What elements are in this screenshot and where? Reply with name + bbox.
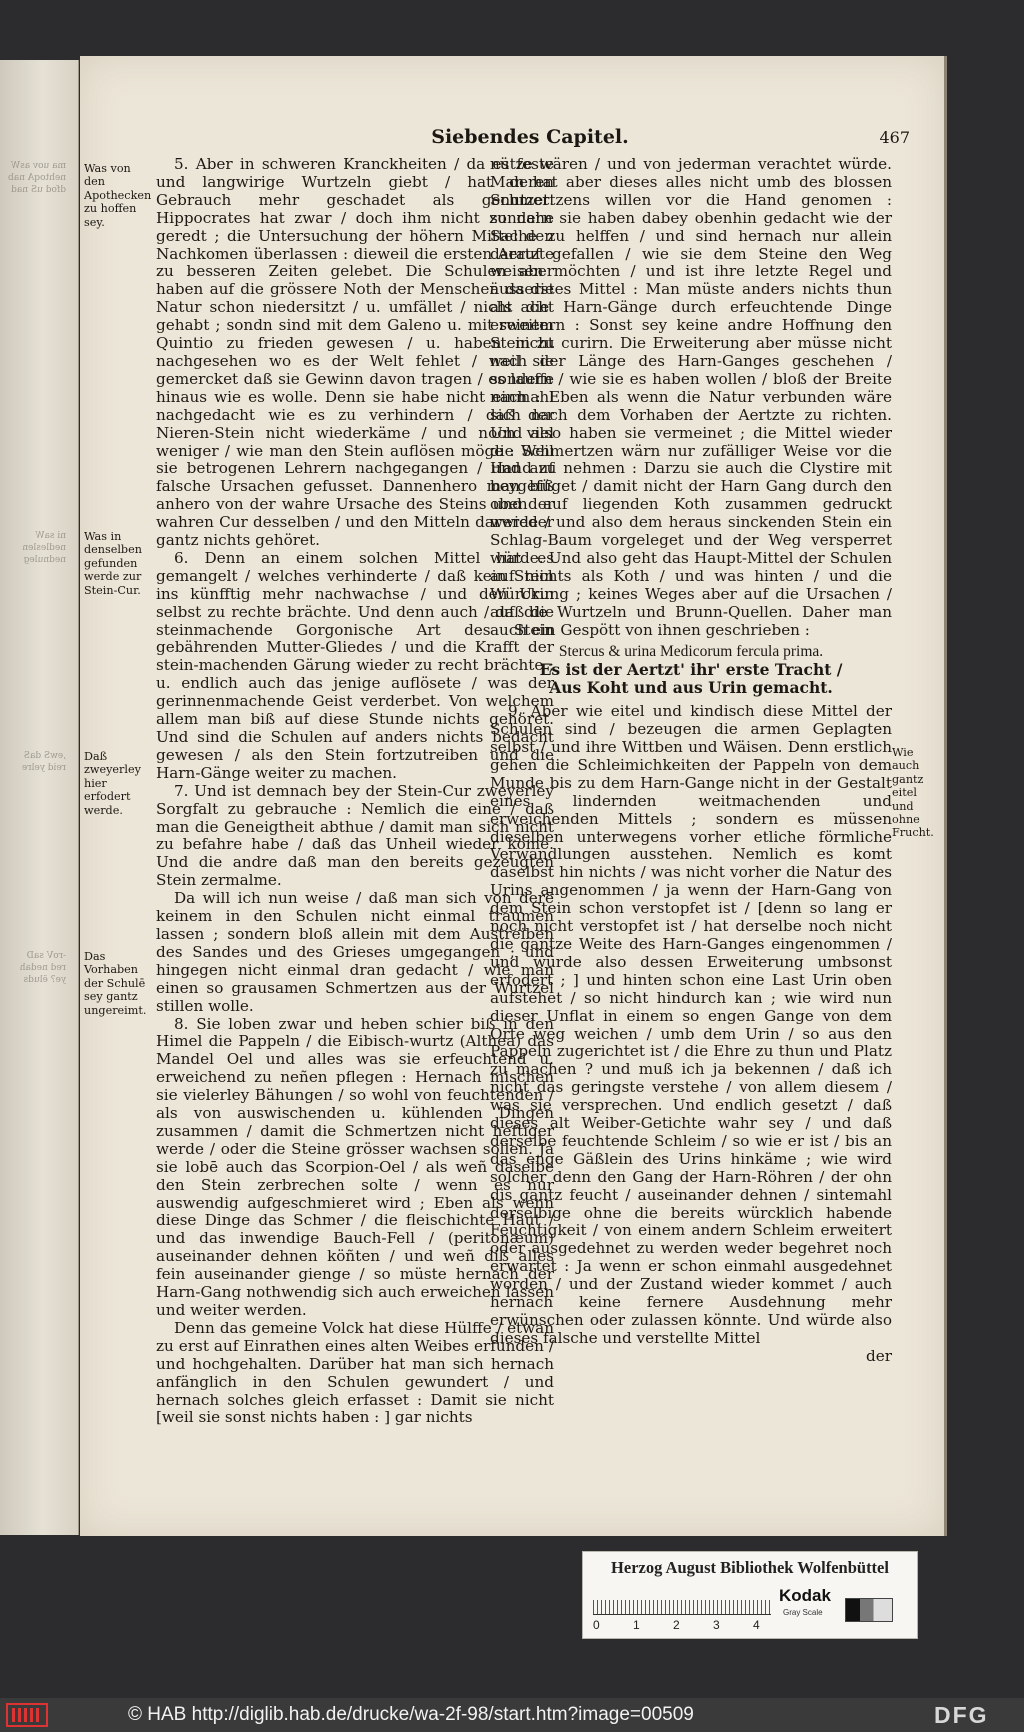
dfg-logo: DFG — [934, 1702, 989, 1728]
margin-note: Daß zweyerley hier erfodert werde. — [84, 750, 141, 817]
german-verse-line-1: Es ist der Aertzt' ihr' erste Tracht / — [539, 660, 843, 680]
right-text-column — [490, 156, 892, 1366]
catchword: der — [866, 1346, 892, 1365]
paragraph-5: 5. Aber in schweren Kranckheiten / da es feste und langwirige Wurtzeln giebt / hat deren Gebrauch mehr geschadet als genutzet. Hippocrates hat zwar / doch ihm nicht zu nahe geredt ; die Untersuchung der höhern Mittel den Nachkomen überlassen : dieweil die ersten Aertzte zu besseren Zeiten gelebet. Die Schulen aber haben auf die grössere Noth der Menschen da die Natur schon niedersitzt / u. umfället / nicht acht gehabt ; sondn sind mit dem Galeno u. mit seinem Quintio zu frieden gewesen / u. haben nicht nachgesehen wo es der Welt fehlet / weil sie gemercket daß sie Gewinn davon tragen / es lauffe hinaus wie es wolle. Denn sie habe nicht einmahl nachgedacht wie es zu verhindern / daß der Nieren-Stein nicht wiederkäme / und noch viel weniger / wie man den Stein auflösen möge : Weil sie betrogenen Lehrern nachgegangen / und auf falsche Ursachen gefusset. Dannenhero man biß anhero von der wahre Ursache des Steins und der wahren Cur desselben / und den Mitteln darwieder gantz nichts gehöret. — [156, 155, 554, 550]
margin-note: Was in denselben gefunden werde zur Stein-Cur. — [84, 530, 142, 597]
gray-swatch — [845, 1598, 893, 1622]
latin-verse: Stercus & urina Medicorum fercula prima. — [558, 643, 824, 661]
ruler-number: 3 — [713, 1618, 720, 1632]
margin-note: Was von den Apothecken zu hoffen sey. — [84, 162, 152, 229]
paragraph-8b: Denn das gemeine Volck hat diese Hülffe / etwan zu erst auf Einrathen eines alten Weibes erfunden / und hochgehalten. Darüber hat man sich hernach anfänglich in den Schulen gewundert / und hernach solches gleich erfasset : Damit sie nicht [weil sie sonst nichts haben : ] gar nichts — [156, 1318, 554, 1427]
paragraph-8: 8. Sie loben zwar und heben schier biß in den Himel die Pappeln / die Eibisch-wurtz (Althea) das Mandel Oel und alles was sie erfeuchtend u. erweichend zu neñen pflegen : Hernach mischen sie vielerley Bähungen / so wohl von feuchtenden / als von auswischenden u. kühlenden Dingen zusammen / damit die Schmertzen nicht heftiger werde / oder die Steine grösser wachsen sollen. Ja sie lobē auch das Scorpion-Oel / als weñ daselbe den Stein zerbrechen solte / wenn es nur auswendig aufgeschmieret wird ; Eben als wenn diese Dinge das Schmer / die fleischichte Haut / und das inwendige Bauch-Fell / (peritonæum) auseinander dehnen köñten / und weñ diß alles fein auseinander gienge / so müste hernach der Harn-Gang nothwendig sich auch erweichen lassen und weiter werden. — [156, 1014, 554, 1319]
bleed-through-text: -roV saD red nedah ye? ëluds — [19, 951, 66, 985]
page-number: 467 — [879, 128, 910, 147]
copyright-link[interactable]: © HAB http://diglib.hab.de/drucke/wa-2f-98/start.htm?image=00509 — [128, 1704, 694, 1725]
bleed-through-text: ,ewS daS reid yelre — [21, 751, 66, 773]
margin-note: Das Vorhaben der Schulē sey gantz ungereimt. — [84, 950, 147, 1017]
ruler-number: 4 — [753, 1618, 760, 1632]
bleed-through-text: ma uov asW nehtoqA nab dfod uS nad — [8, 161, 66, 195]
scale-ruler — [593, 1588, 771, 1615]
hab-logo-icon — [6, 1702, 48, 1728]
kodak-logo: Kodak — [779, 1586, 831, 1605]
gray-scale-label: Gray Scale — [783, 1608, 823, 1617]
paragraph-continued: nütze wären / und von jederman verachtet würde. Man hat aber dieses alles nicht umb des blossen Schmertzens willen vor die Hand genomen : sondern sie haben dabey obenhin gedacht wie der Sache zu helffen / und sind hernach nur allein darauf gefallen / wie sie dem Steine den Weg weisen möchten / und ist ihre letzte Regel und äusserstes Mittel : Man müste anders nichts thun als die Harn-Gänge durch erfeuchtende Dinge erweitern : Sonst sey keine andre Hoffnung den Stein zu curirn. Die Erweiterung aber müsse nicht nach der Länge des Harn-Ganges geschehen / sondern / wie sie es haben wollen / bloß der Breite nach : Eben als wenn die Natur verbunden wäre sich nach dem Vorhaben der Aertzte zu richten. Und also haben sie vermeinet ; die Mittel wieder die Schmertzen wärn nur zufälliger Weise vor die Hand zu nehmen : Darzu sie auch die Clystire mit beygefüget / damit nicht der Harn Gang durch den oben auf liegenden Koth zusammen gedruckt werde / und also dem heraus sinckenden Stein ein Schlag-Baum vorgeleget und der Weg versperret würde. Und also geht das Haupt-Mittel der Schulen auf nichts als Koth / und was hinten / und die Würckung ; keines Weges aber auf die Ursachen / auf die Wurtzeln und Brunn-Quellen. Daher man auch ein Gespött von ihnen geschrieben : — [490, 155, 892, 639]
verse-block — [490, 643, 892, 697]
paragraph-7b: Da will ich nun weise / daß man sich von derē keinem in den Schulen nicht einmal traumen lassen ; sondern bloß allein mit dem Austreiben des Sandes und des Grieses umgegangen ; und hingegen nicht einmal dran gedacht / wie man einen so grausamen Schmertzen aus der Wurtzel stillen wolle. — [156, 889, 554, 1015]
bleed-through-text: ni saW nedleslen nednuleg — [22, 531, 66, 565]
ruler-number: 0 — [593, 1618, 600, 1632]
ruler-number: 2 — [673, 1618, 680, 1632]
ruler-number: 1 — [633, 1618, 640, 1632]
adjacent-page-edge — [0, 60, 79, 1535]
paragraph-9: 9. Aber wie eitel und kindisch diese Mittel der Schulen sind / bezeugen die armen Geplagten selbst / und ihre Wittben und Wäisen. Denn erstlich gehen die Schleimichkeiten der Pappeln von dem Munde bis zu dem Harn-Gange nicht in der Gestalt eines lindernden weitmachenden und erweichenden Mittels ; sondern es müssen dieselben unterwegens vorher etliche förmliche Verwandlungen ausstehen. Nemlich es komt daselbst hin nichts / was nicht vorher die Natur des Urins angenommen / ja wenn der Harn-Gang von dem Stein schon verstopfet ist / [denn so lang er noch nicht verstopfet ist / hat derselbe noch nicht die gantze Weite des Harn-Ganges eingenommen / und würde also dessen Erweiterung umbsonst erfodert ; ] und hinten schon eine Last Urin oben aufstehet / so nicht hindurch kan ; wie wird nun dieser Unflat in einem so engen Gange von dem Orte weg weichen / umb dem Urin / so aus den Pappeln zugerichtet ist / die Ehre zu thun und Platz zu machen ? und muß ich ja bekennen / daß ich nicht das geringste verstehe / von allem diesem / was sie versprechen. Und endlich gesetzt / daß dieses alt Weiber-Getichte wahr sey / und daß derselbe feuchtende Schleim / so wie er ist / bis an das enge Gäßlein des Urins hinkäme ; wie wird solcher denn den Gang der Harn-Röhren / der ohn dis gantz feucht / auseinander dehnen / sintemahl derselbige ohne die bereits würcklich habende Feuchtigkeit / von einem andern Schleim erweitert oder ausgedehnet zu werden weder begehret noch erwartet : Ja wenn er schon einmahl ausgedehnet worden / und der Zustand wieder kommet / auch hernach keine fernere Ausdehnung mehr erwünschen oder zulassen könnte. Und würde also dieses falsche und verstellte Mittel — [490, 702, 892, 1347]
page-header — [80, 126, 944, 150]
book-page — [80, 56, 947, 1536]
margin-note: Wie auch gantz eitel und ohne Frucht. — [892, 746, 934, 840]
paragraph-7: 7. Und ist demnach bey der Stein-Cur zweyerley Sorgfalt zu gebrauche : Nemlich die eine / daß man die Geneigtheit abthue / damit man sich nicht zu befahre habe / daß das Unheil wieder kome. Und die andre daß man den bereits gezeugten Stein zermalme. — [156, 781, 554, 890]
chapter-title: Siebendes Capitel. — [431, 126, 629, 148]
paragraph-6: 6. Denn an einem solchen Mittel hat es gemangelt / welches verhinderte / daß kein Stein ins künfftig mehr nachwachse / und den Urin selbst zu rechte brächte. Und denn auch / daß die steinmachende Gorgonische Art des Stein gebährenden Mutter-Gliedes / und die Krafft der stein-machenden Gärung wieder zu recht brächte ; u. endlich auch das jenige auflösete / was der gerinnenmachende Geist verderbet. Von welchem allem man biß auf diese Stunde nichts gehöret. Und sind die Schulen auf anders nichts bedacht gewesen / als den Stein fortzutreiben und die Harn-Gänge weiter zu machen. — [156, 548, 554, 782]
german-verse-line-2: Aus Koht und aus Urin gemacht. — [549, 678, 833, 698]
library-name: Herzog August Bibliothek Wolfenbüttel — [611, 1558, 889, 1577]
footer-bar — [0, 1698, 1024, 1732]
color-target-card — [582, 1551, 918, 1639]
